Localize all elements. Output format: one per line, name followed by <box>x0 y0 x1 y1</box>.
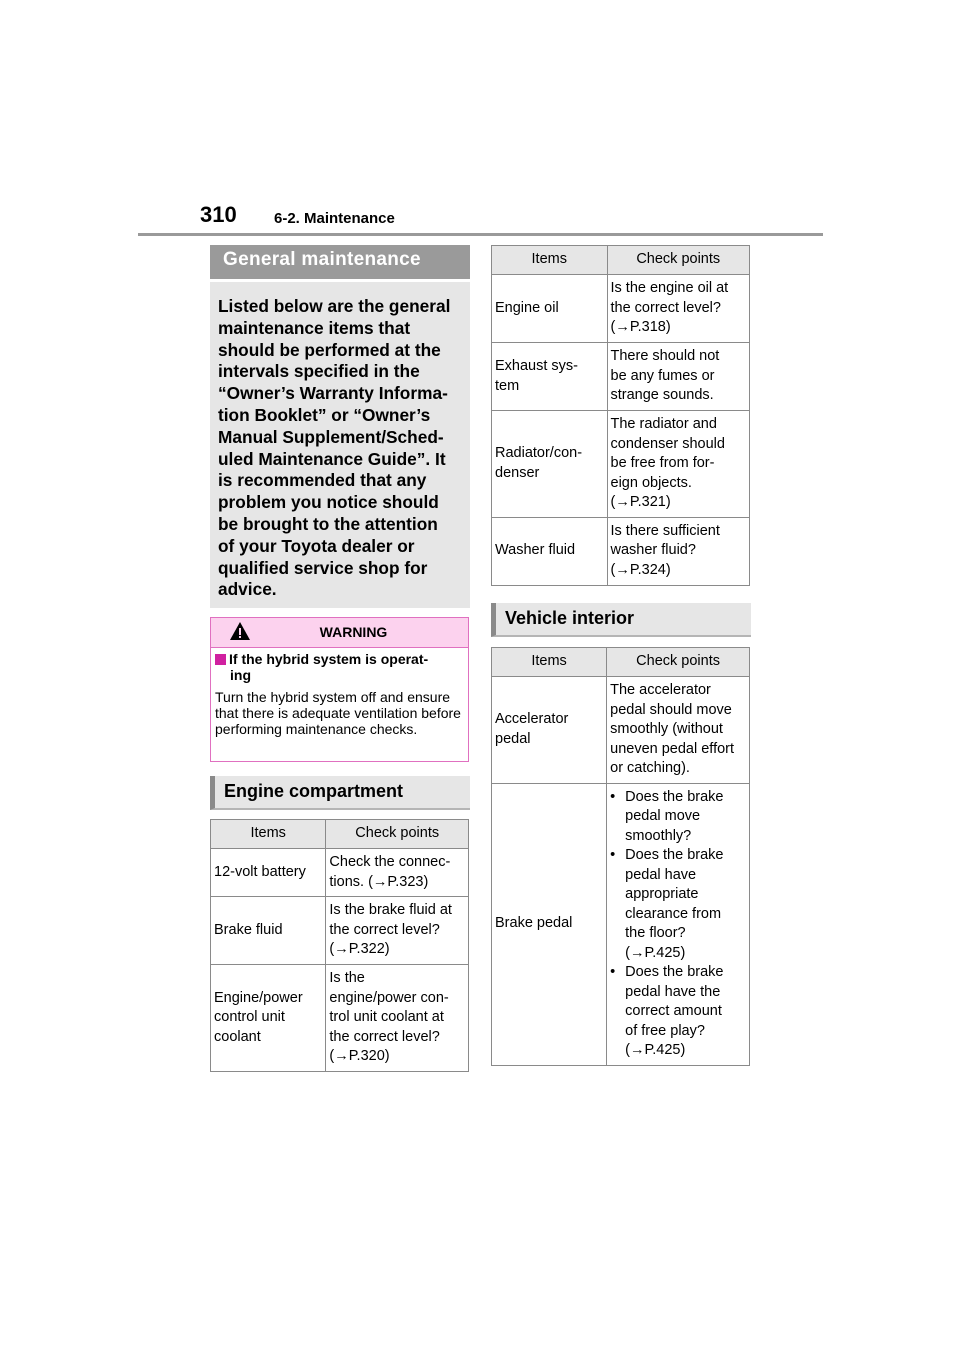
table-row <box>492 677 750 784</box>
check-line: pedal have the <box>625 983 721 1000</box>
check-line: pedal have <box>625 866 697 883</box>
intro-line: Listed below are the general <box>218 296 451 316</box>
check-line: the correct level? <box>329 1028 440 1045</box>
table-row <box>492 783 750 1065</box>
intro-line: intervals specified in the <box>218 361 420 382</box>
check-line: the correct level? <box>610 299 721 316</box>
check-line: smoothly? <box>625 827 692 844</box>
table-row <box>492 275 750 343</box>
check-cell <box>607 517 750 585</box>
check-line: (→P.425) <box>625 944 686 961</box>
check-cell <box>326 897 469 965</box>
table-row <box>211 897 469 965</box>
bullet-item <box>610 846 747 963</box>
column-header-items: Items <box>492 648 607 677</box>
column-header-check-points: Check points <box>607 246 750 275</box>
item-line: tem <box>495 377 520 394</box>
check-line: uneven pedal effort <box>610 740 735 757</box>
item-cell <box>492 275 608 343</box>
check-line: Is the <box>329 970 365 986</box>
warning-heading-line: If the hybrid system is operat- <box>229 651 429 667</box>
header-divider <box>138 233 823 236</box>
intro-line: problem you notice should <box>218 492 439 513</box>
intro-line: “Owner’s Warranty Informa- <box>218 383 448 404</box>
check-line: (→P.425) <box>625 1042 686 1058</box>
check-cell <box>607 411 750 518</box>
item-cell <box>492 677 607 784</box>
check-cell <box>607 677 750 784</box>
check-line: (→P.322) <box>329 941 390 958</box>
warning-header <box>211 618 468 648</box>
item-line: pedal <box>495 730 531 747</box>
check-line: be free from for- <box>610 455 715 471</box>
check-line: smoothly (without <box>610 721 723 737</box>
check-line: There should not <box>610 348 720 365</box>
check-line: appropriate <box>625 886 699 902</box>
check-line: clearance from <box>625 905 722 922</box>
engine-compartment-table <box>210 819 469 1072</box>
item-cell <box>211 897 326 965</box>
check-line: The accelerator <box>610 682 711 698</box>
table-header-row <box>211 820 469 849</box>
column-header-check-points: Check points <box>326 820 469 849</box>
check-line: or catching). <box>610 760 690 776</box>
check-line: (→P.321) <box>610 494 671 510</box>
table-row <box>211 849 469 897</box>
vehicle-interior-heading: Vehicle interior <box>491 603 751 637</box>
warning-heading-line: ing <box>230 667 251 683</box>
check-line: trol unit coolant at <box>329 1009 444 1025</box>
warning-heading <box>211 648 468 683</box>
check-line: the correct level? <box>329 921 440 938</box>
table-row <box>211 965 469 1072</box>
check-line: The radiator and <box>610 416 717 432</box>
item-line: Engine/power <box>214 989 303 1006</box>
item-line: Engine oil <box>495 299 559 316</box>
intro-line: uled Maintenance Guide”. It <box>218 448 446 469</box>
intro-line: maintenance items that <box>218 317 411 338</box>
check-line: • Does the brake <box>625 847 724 863</box>
intro-line: advice. <box>218 579 277 600</box>
check-line: washer fluid? <box>610 542 696 559</box>
warning-triangle-icon <box>229 621 251 641</box>
column-header-check-points: Check points <box>607 648 750 677</box>
intro-line: qualified service shop for <box>218 557 428 578</box>
item-cell <box>211 965 326 1072</box>
item-line: denser <box>495 464 540 481</box>
table-row <box>492 343 750 411</box>
check-line: condenser should <box>610 435 725 452</box>
check-line: correct amount <box>625 1003 722 1019</box>
item-cell <box>492 783 607 1065</box>
check-line: pedal move <box>625 808 701 824</box>
item-cell <box>492 343 608 411</box>
intro-line: should be performed at the <box>218 339 441 360</box>
check-line: be any fumes or <box>610 367 715 384</box>
check-line: strange sounds. <box>610 387 714 404</box>
intro-line: Manual Supplement/Sched- <box>218 426 444 447</box>
check-line: eign objects. <box>610 474 692 491</box>
check-line: Is the brake fluid at <box>329 902 452 919</box>
section-title: 6-2. Maintenance <box>274 210 395 227</box>
column-header-items: Items <box>211 820 326 849</box>
item-line: 12-volt battery <box>214 863 306 880</box>
square-bullet-icon <box>215 654 226 665</box>
check-line: Is the engine oil at <box>610 280 729 297</box>
check-cell <box>607 343 750 411</box>
table-header-row <box>492 648 750 677</box>
engine-compartment-table-continued <box>491 245 750 586</box>
check-line: the floor? <box>625 925 686 941</box>
general-maintenance-intro <box>210 282 470 608</box>
item-line: Radiator/con- <box>495 445 583 462</box>
check-line: Check the connec- <box>329 854 451 870</box>
check-line: pedal should move <box>610 701 732 718</box>
column-header-items: Items <box>492 246 608 275</box>
intro-line: be brought to the attention <box>218 513 438 534</box>
bullet-item <box>610 788 747 847</box>
item-line: Washer fluid <box>495 542 576 559</box>
check-cell <box>607 783 750 1065</box>
table-header-row <box>492 246 750 275</box>
check-line: • Does the brake <box>625 964 724 980</box>
item-line: Brake fluid <box>214 921 283 938</box>
check-line: tions. (→P.323) <box>329 873 429 890</box>
check-line: of free play? <box>625 1022 705 1039</box>
warning-text: Turn the hybrid system off and ensure that there is adequate ventilation before performing maintenance checks. <box>215 689 461 737</box>
page-number: 310 <box>200 202 237 227</box>
check-line: (→P.324) <box>610 561 671 578</box>
warning-box <box>210 617 469 762</box>
check-line: engine/power con- <box>329 989 449 1006</box>
bullet-item <box>610 963 747 1061</box>
check-cell <box>326 849 469 897</box>
item-line: Brake pedal <box>495 915 573 932</box>
check-cell <box>607 275 750 343</box>
item-cell <box>492 517 608 585</box>
intro-line: tion Booklet” or “Owner’s <box>218 404 431 425</box>
item-line: Exhaust sys- <box>495 358 578 374</box>
engine-compartment-heading: Engine compartment <box>210 776 470 810</box>
table-row <box>492 517 750 585</box>
vehicle-interior-table <box>491 647 750 1066</box>
check-line: Is there sufficient <box>610 522 720 539</box>
item-cell <box>492 411 608 518</box>
check-line: (→P.320) <box>329 1048 390 1064</box>
check-line: (→P.318) <box>610 319 671 336</box>
general-maintenance-title: General maintenance <box>210 245 470 279</box>
item-cell <box>211 849 326 897</box>
check-cell <box>326 965 469 1072</box>
table-row <box>492 411 750 518</box>
intro-line: of your Toyota dealer or <box>218 535 415 556</box>
item-line: Accelerator <box>495 711 569 728</box>
check-line: • Does the brake <box>625 788 724 805</box>
item-line: control unit <box>214 1009 285 1025</box>
intro-line: is recommended that any <box>218 470 427 491</box>
warning-label: WARNING <box>319 624 388 640</box>
item-line: coolant <box>214 1028 261 1045</box>
